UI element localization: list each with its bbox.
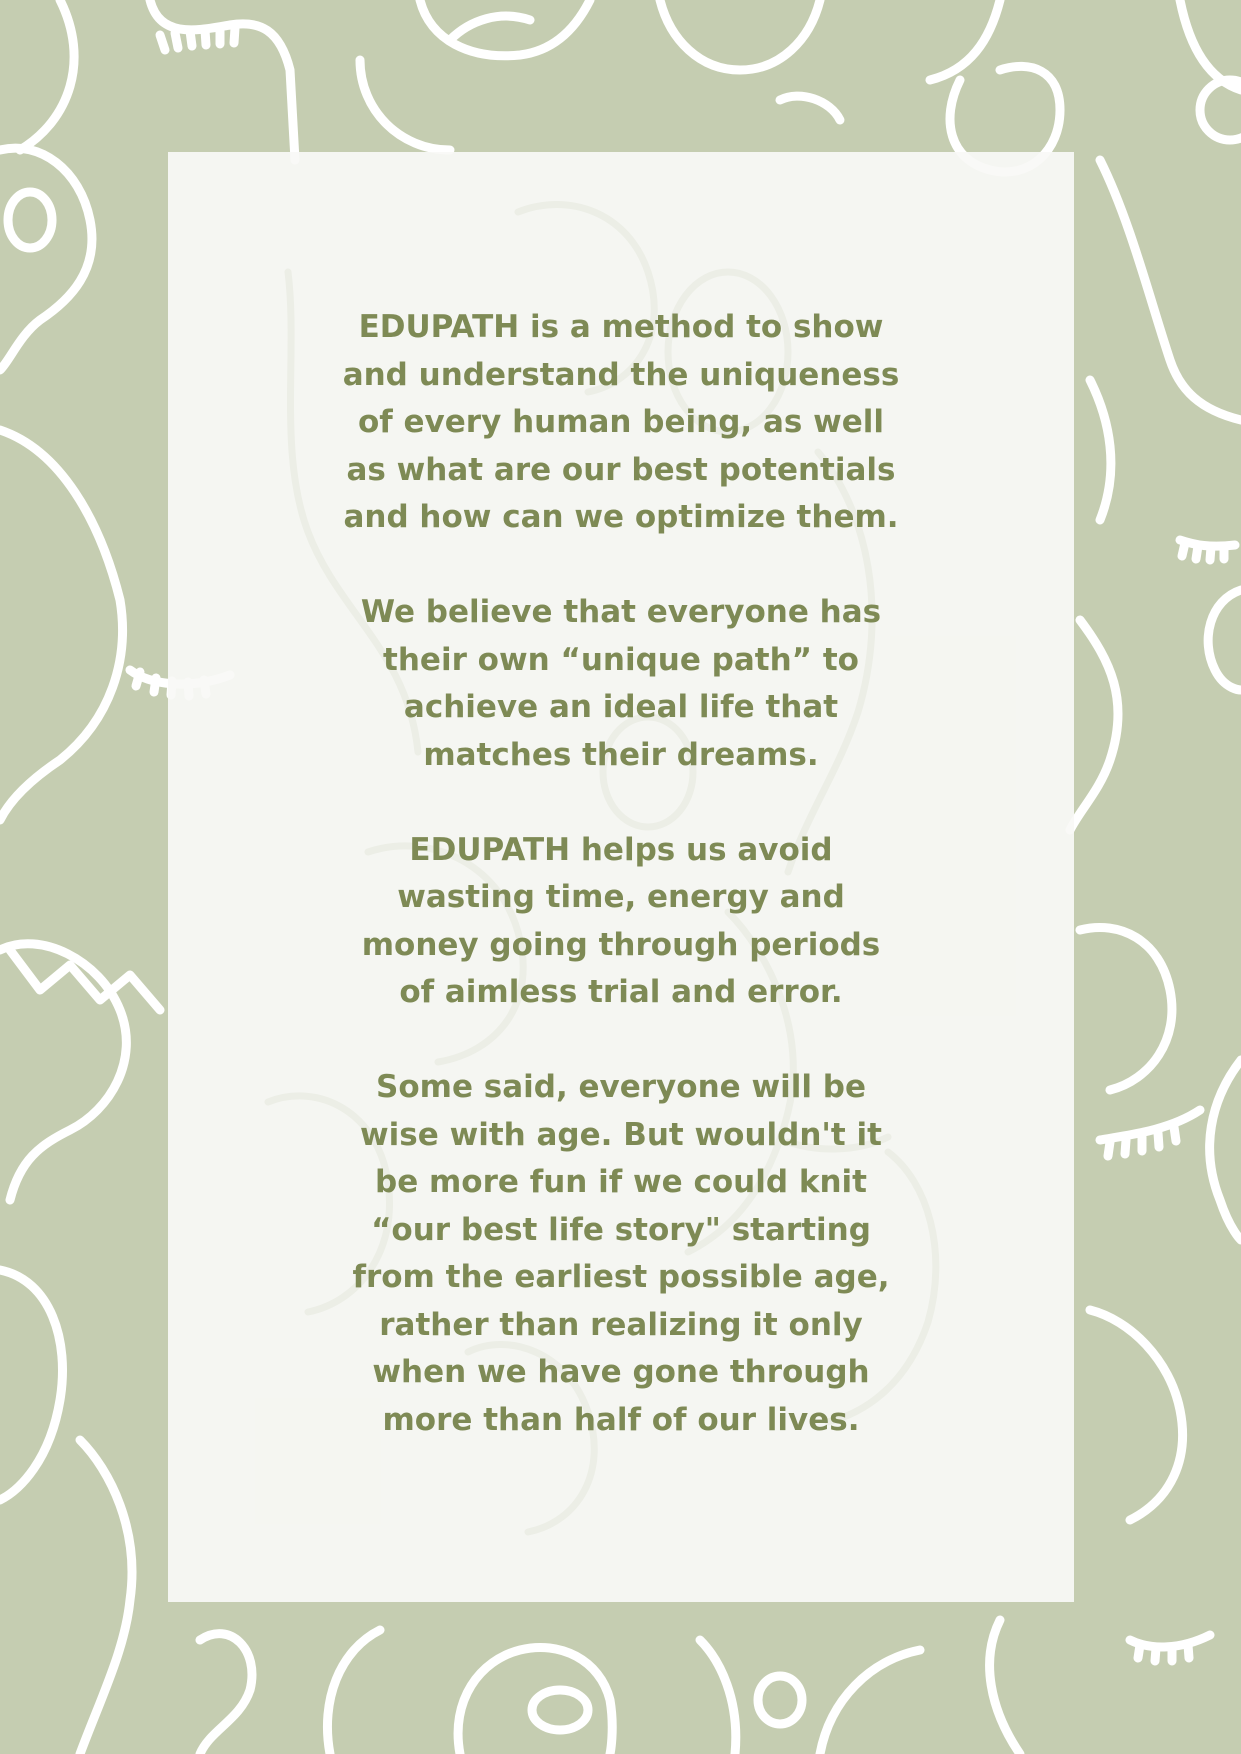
text-line: EDUPATH helps us avoid (409, 831, 833, 868)
text-line: “our best life story" starting (371, 1211, 871, 1248)
paragraph-intro (168, 304, 1074, 542)
text-line: Some said, everyone will be (376, 1069, 866, 1105)
text-line: of aimless trial and error. (399, 974, 843, 1010)
text-line: EDUPATH is a method to show (358, 309, 884, 345)
text-line: their own “unique path” to (383, 641, 859, 678)
text-line: We believe that everyone has (360, 594, 882, 630)
paragraph-benefit (168, 827, 1074, 1017)
text-line: and how can we optimize them. (343, 499, 899, 535)
text-line: more than half of our lives. (382, 1401, 860, 1438)
about-text (168, 304, 1074, 1492)
text-line: money going through periods (361, 926, 881, 963)
text-line: of every human being, as well (357, 404, 885, 440)
text-line: wasting time, energy and (397, 879, 845, 915)
text-line: achieve an ideal life that (403, 689, 839, 725)
text-line: be more fun if we could knit (375, 1164, 867, 1200)
paragraph-belief (168, 589, 1074, 779)
paragraph-life-story (168, 1064, 1074, 1444)
text-line: as what are our best potentials (346, 451, 896, 488)
content-panel (168, 152, 1074, 1602)
text-line: when we have gone through (372, 1354, 870, 1390)
text-line: matches their dreams. (423, 736, 819, 773)
text-line: rather than realizing it only (379, 1306, 863, 1343)
text-line: and understand the uniqueness (342, 356, 900, 393)
text-line: from the earliest possible age, (352, 1259, 890, 1295)
text-line: wise with age. But wouldn't it (360, 1116, 882, 1153)
